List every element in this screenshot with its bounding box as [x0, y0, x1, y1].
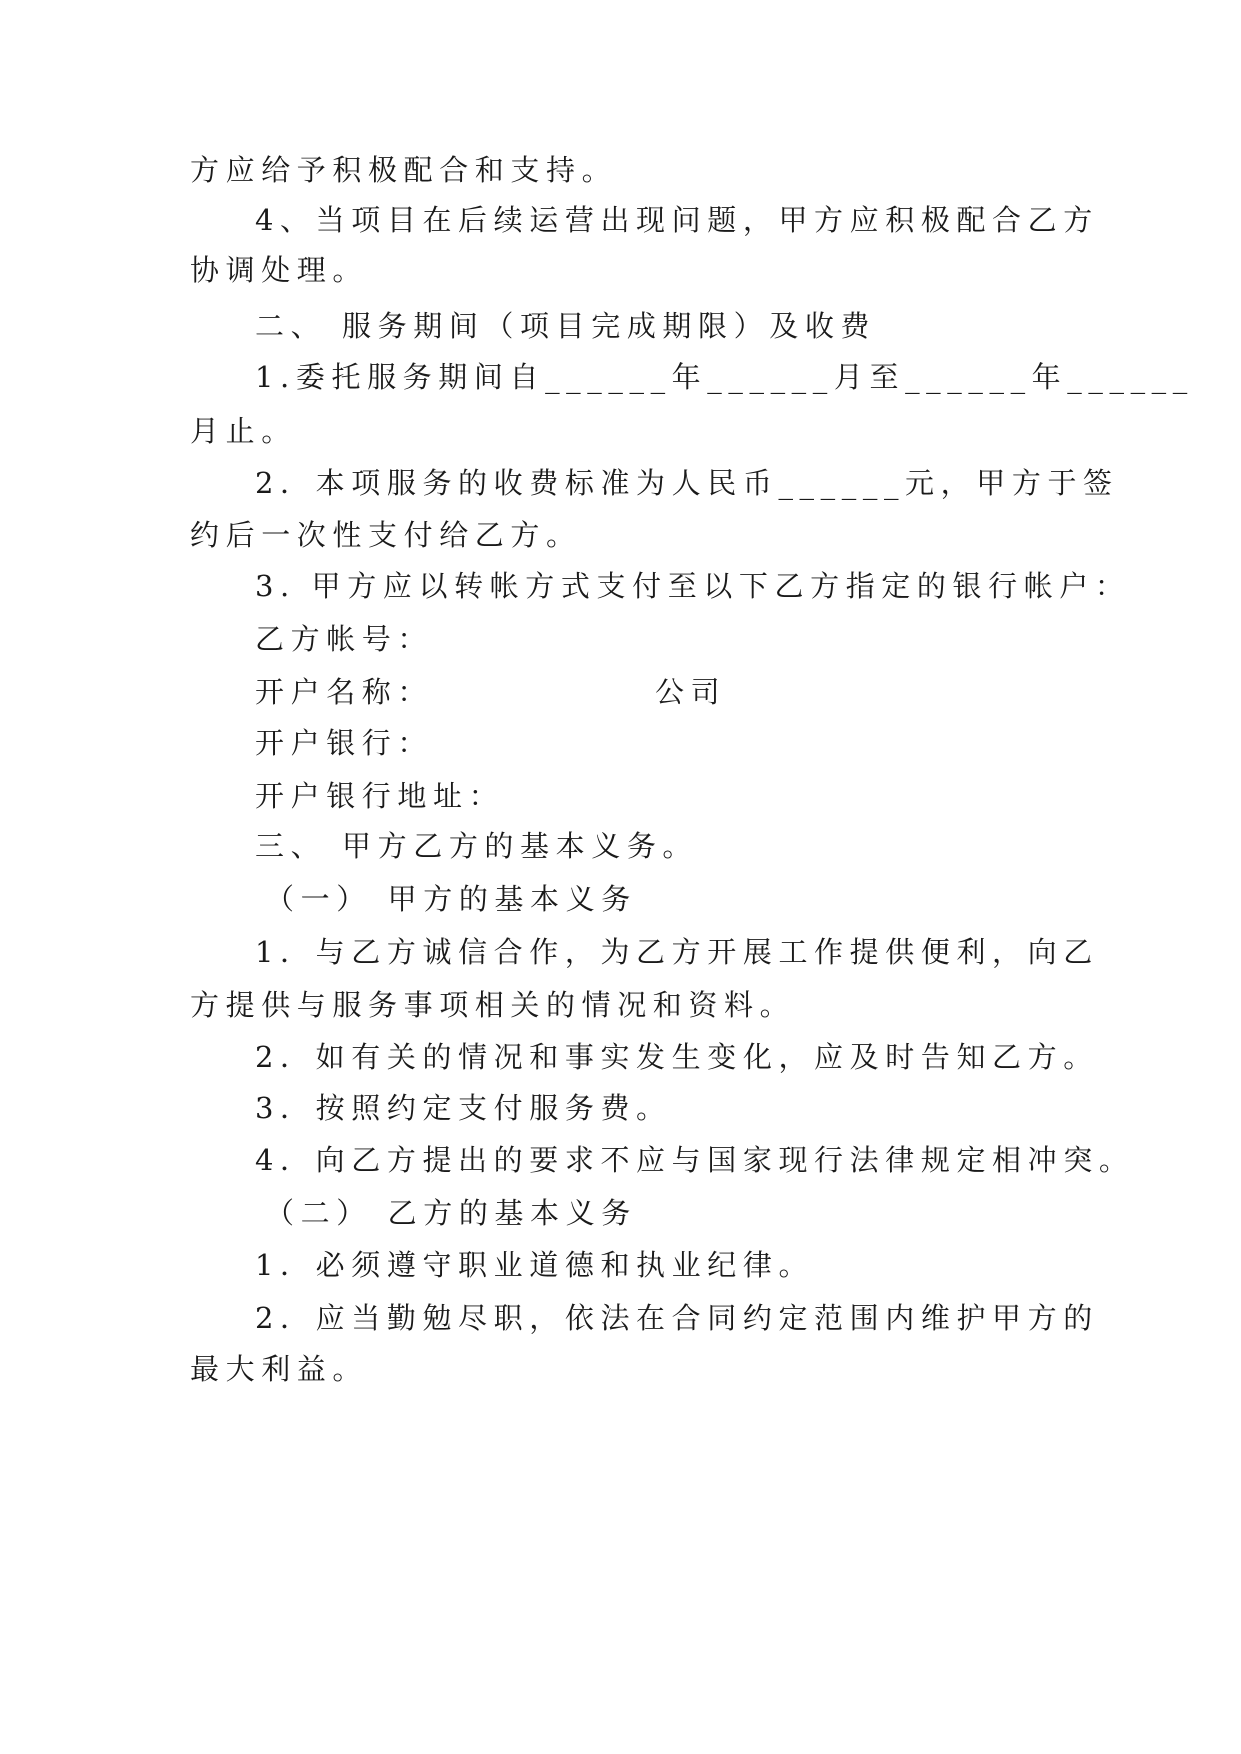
- paragraph-line: 月止。: [190, 414, 297, 448]
- subsection-heading: （二） 乙方的基本义务: [265, 1196, 637, 1230]
- paragraph-line: 1．必须遵守职业道德和执业纪律。: [255, 1248, 815, 1282]
- paragraph-line: 方提供与服务事项相关的情况和资料。: [190, 988, 796, 1022]
- paragraph-line: 1．与乙方诚信合作，为乙方开展工作提供便利，向乙: [255, 935, 1099, 969]
- account-name-label: 开户名称：: [255, 675, 434, 709]
- account-name-value: 公司: [655, 675, 727, 709]
- section-heading: 三、 甲方乙方的基本义务。: [255, 829, 699, 863]
- section-heading: 二、 服务期间（项目完成期限）及收费: [255, 309, 877, 343]
- paragraph-line: 4、当项目在后续运营出现问题，甲方应积极配合乙方: [255, 203, 1099, 237]
- paragraph-line: 4．向乙方提出的要求不应与国家现行法律规定相冲突。: [255, 1143, 1135, 1177]
- paragraph-line: 3．按照约定支付服务费。: [255, 1091, 672, 1125]
- paragraph-line: 3. 甲方应以转帐方式支付至以下乙方指定的银行帐户：: [255, 569, 1131, 603]
- paragraph-line: 方应给予积极配合和支持。: [190, 153, 618, 187]
- paragraph-line: 2．应当勤勉尽职，依法在合同约定范围内维护甲方的: [255, 1301, 1099, 1335]
- paragraph-line: 协调处理。: [190, 253, 369, 287]
- paragraph-line: 2．本项服务的收费标准为人民币______元，甲方于签: [255, 466, 1119, 500]
- subsection-heading: （一） 甲方的基本义务: [265, 882, 637, 916]
- paragraph-line: 2．如有关的情况和事实发生变化，应及时告知乙方。: [255, 1040, 1099, 1074]
- bank-label: 开户银行：: [255, 726, 434, 760]
- paragraph-line: 1.委托服务期间自______年______月至______年______: [255, 360, 1194, 394]
- bank-address-label: 开户银行地址：: [255, 779, 505, 813]
- paragraph-line: 约后一次性支付给乙方。: [190, 518, 582, 552]
- paragraph-line: 最大利益。: [190, 1352, 369, 1386]
- account-number-label: 乙方帐号：: [255, 622, 434, 656]
